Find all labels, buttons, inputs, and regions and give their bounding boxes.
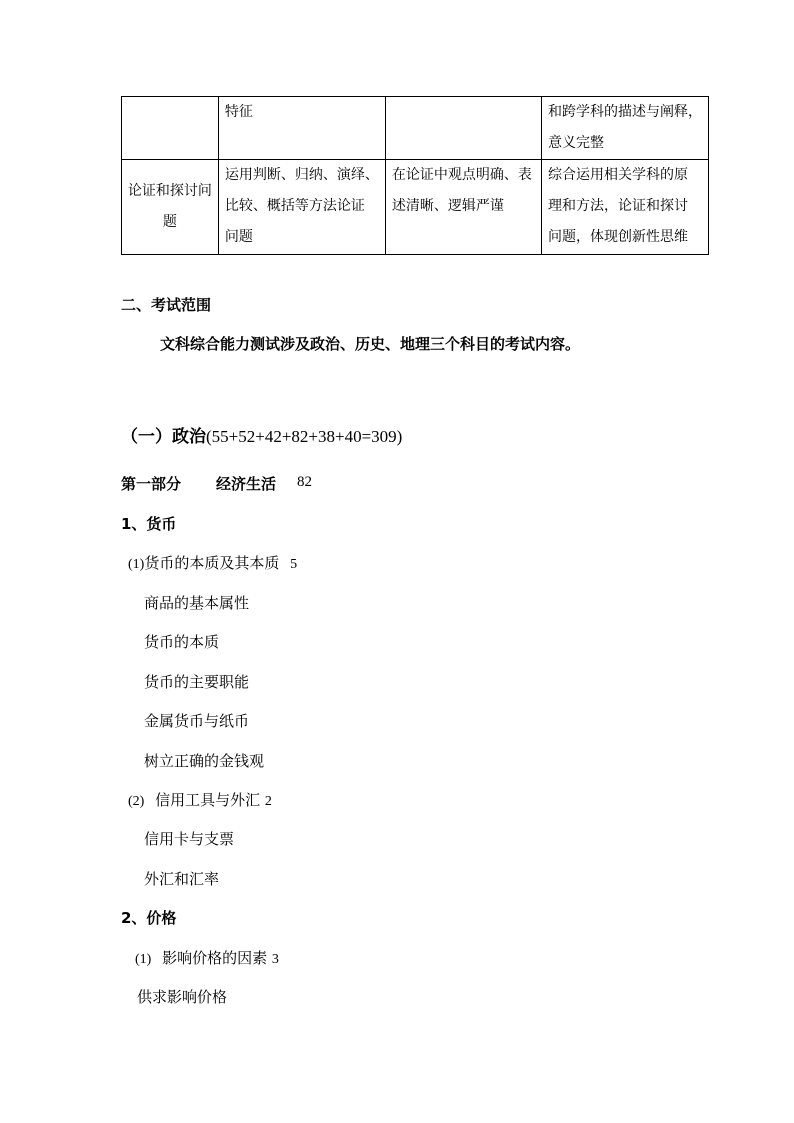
- table-cell: [218, 97, 385, 160]
- topic-heading: 2、价格: [121, 909, 177, 927]
- cell-text: 比较、概括等方法论证: [224, 198, 365, 214]
- table-cell: [541, 97, 708, 160]
- cell-text: 理和方法，论证和探讨: [547, 198, 688, 214]
- subtopic-title: 货币的本质及其本质: [144, 554, 280, 572]
- subtopic: [128, 789, 272, 810]
- requirements-table: [121, 96, 709, 255]
- table-cell: 论证和探讨问题: [122, 160, 219, 255]
- subtopic-title: 影响价格的因素: [162, 949, 268, 967]
- list-item: 货币的主要职能: [144, 673, 250, 691]
- subtopic-count: 3: [271, 952, 279, 967]
- politics-heading-formula: (55+52+42+82+38+40=309): [206, 427, 403, 446]
- list-item: 信用卡与支票: [144, 830, 235, 848]
- subtopic-prefix: (2): [128, 794, 145, 809]
- list-item: 货币的本质: [144, 633, 220, 651]
- cell-text: 综合运用相关学科的原: [547, 167, 688, 183]
- list-item: 商品的基本属性: [144, 594, 250, 612]
- cell-text: 在论证中观点明确、表: [391, 167, 532, 183]
- subtopic: [128, 552, 297, 573]
- cell-text: 意义完整: [547, 135, 604, 151]
- list-item: 外汇和汇率: [144, 870, 220, 888]
- cell-text: 运用判断、归纳、演绎、: [224, 167, 379, 183]
- part-count: 82: [297, 474, 312, 490]
- section-heading: 二、考试范围: [121, 296, 212, 314]
- topic-heading: 1、货币: [121, 515, 177, 533]
- table-cell: [122, 97, 219, 160]
- subtopic-title: 信用工具与外汇: [155, 791, 261, 809]
- cell-text: 问题，体现创新性思维: [547, 229, 688, 245]
- list-item: 树立正确的金钱观: [144, 752, 265, 770]
- table-cell: [218, 160, 385, 255]
- cell-text: 问题: [224, 229, 253, 245]
- subtopic: [135, 947, 279, 968]
- table-row: [122, 160, 709, 255]
- cell-text: 和跨学科的描述与阐释，: [547, 104, 702, 120]
- subtopic-count: 5: [290, 557, 298, 572]
- subtopic-prefix: (1): [128, 557, 145, 572]
- subtopic-prefix: (1): [135, 952, 152, 967]
- table-cell: [385, 97, 541, 160]
- table-cell: [385, 160, 541, 255]
- politics-heading-label: （一）政治: [121, 427, 206, 447]
- table-row: [122, 97, 709, 160]
- subtopic-count: 2: [264, 794, 272, 809]
- politics-heading: [121, 422, 402, 447]
- list-item: 金属货币与纸币: [144, 712, 250, 730]
- part-name: 经济生活: [216, 475, 277, 493]
- table-cell: [541, 160, 708, 255]
- section-intro: 文科综合能力测试涉及政治、历史、地理三个科目的考试内容。: [160, 335, 581, 353]
- part-label: 第一部分: [121, 475, 182, 493]
- cell-text: 述清晰、逻辑严谨: [391, 198, 504, 214]
- list-item: 供求影响价格: [137, 988, 228, 1006]
- cell-text: 特征: [224, 104, 253, 120]
